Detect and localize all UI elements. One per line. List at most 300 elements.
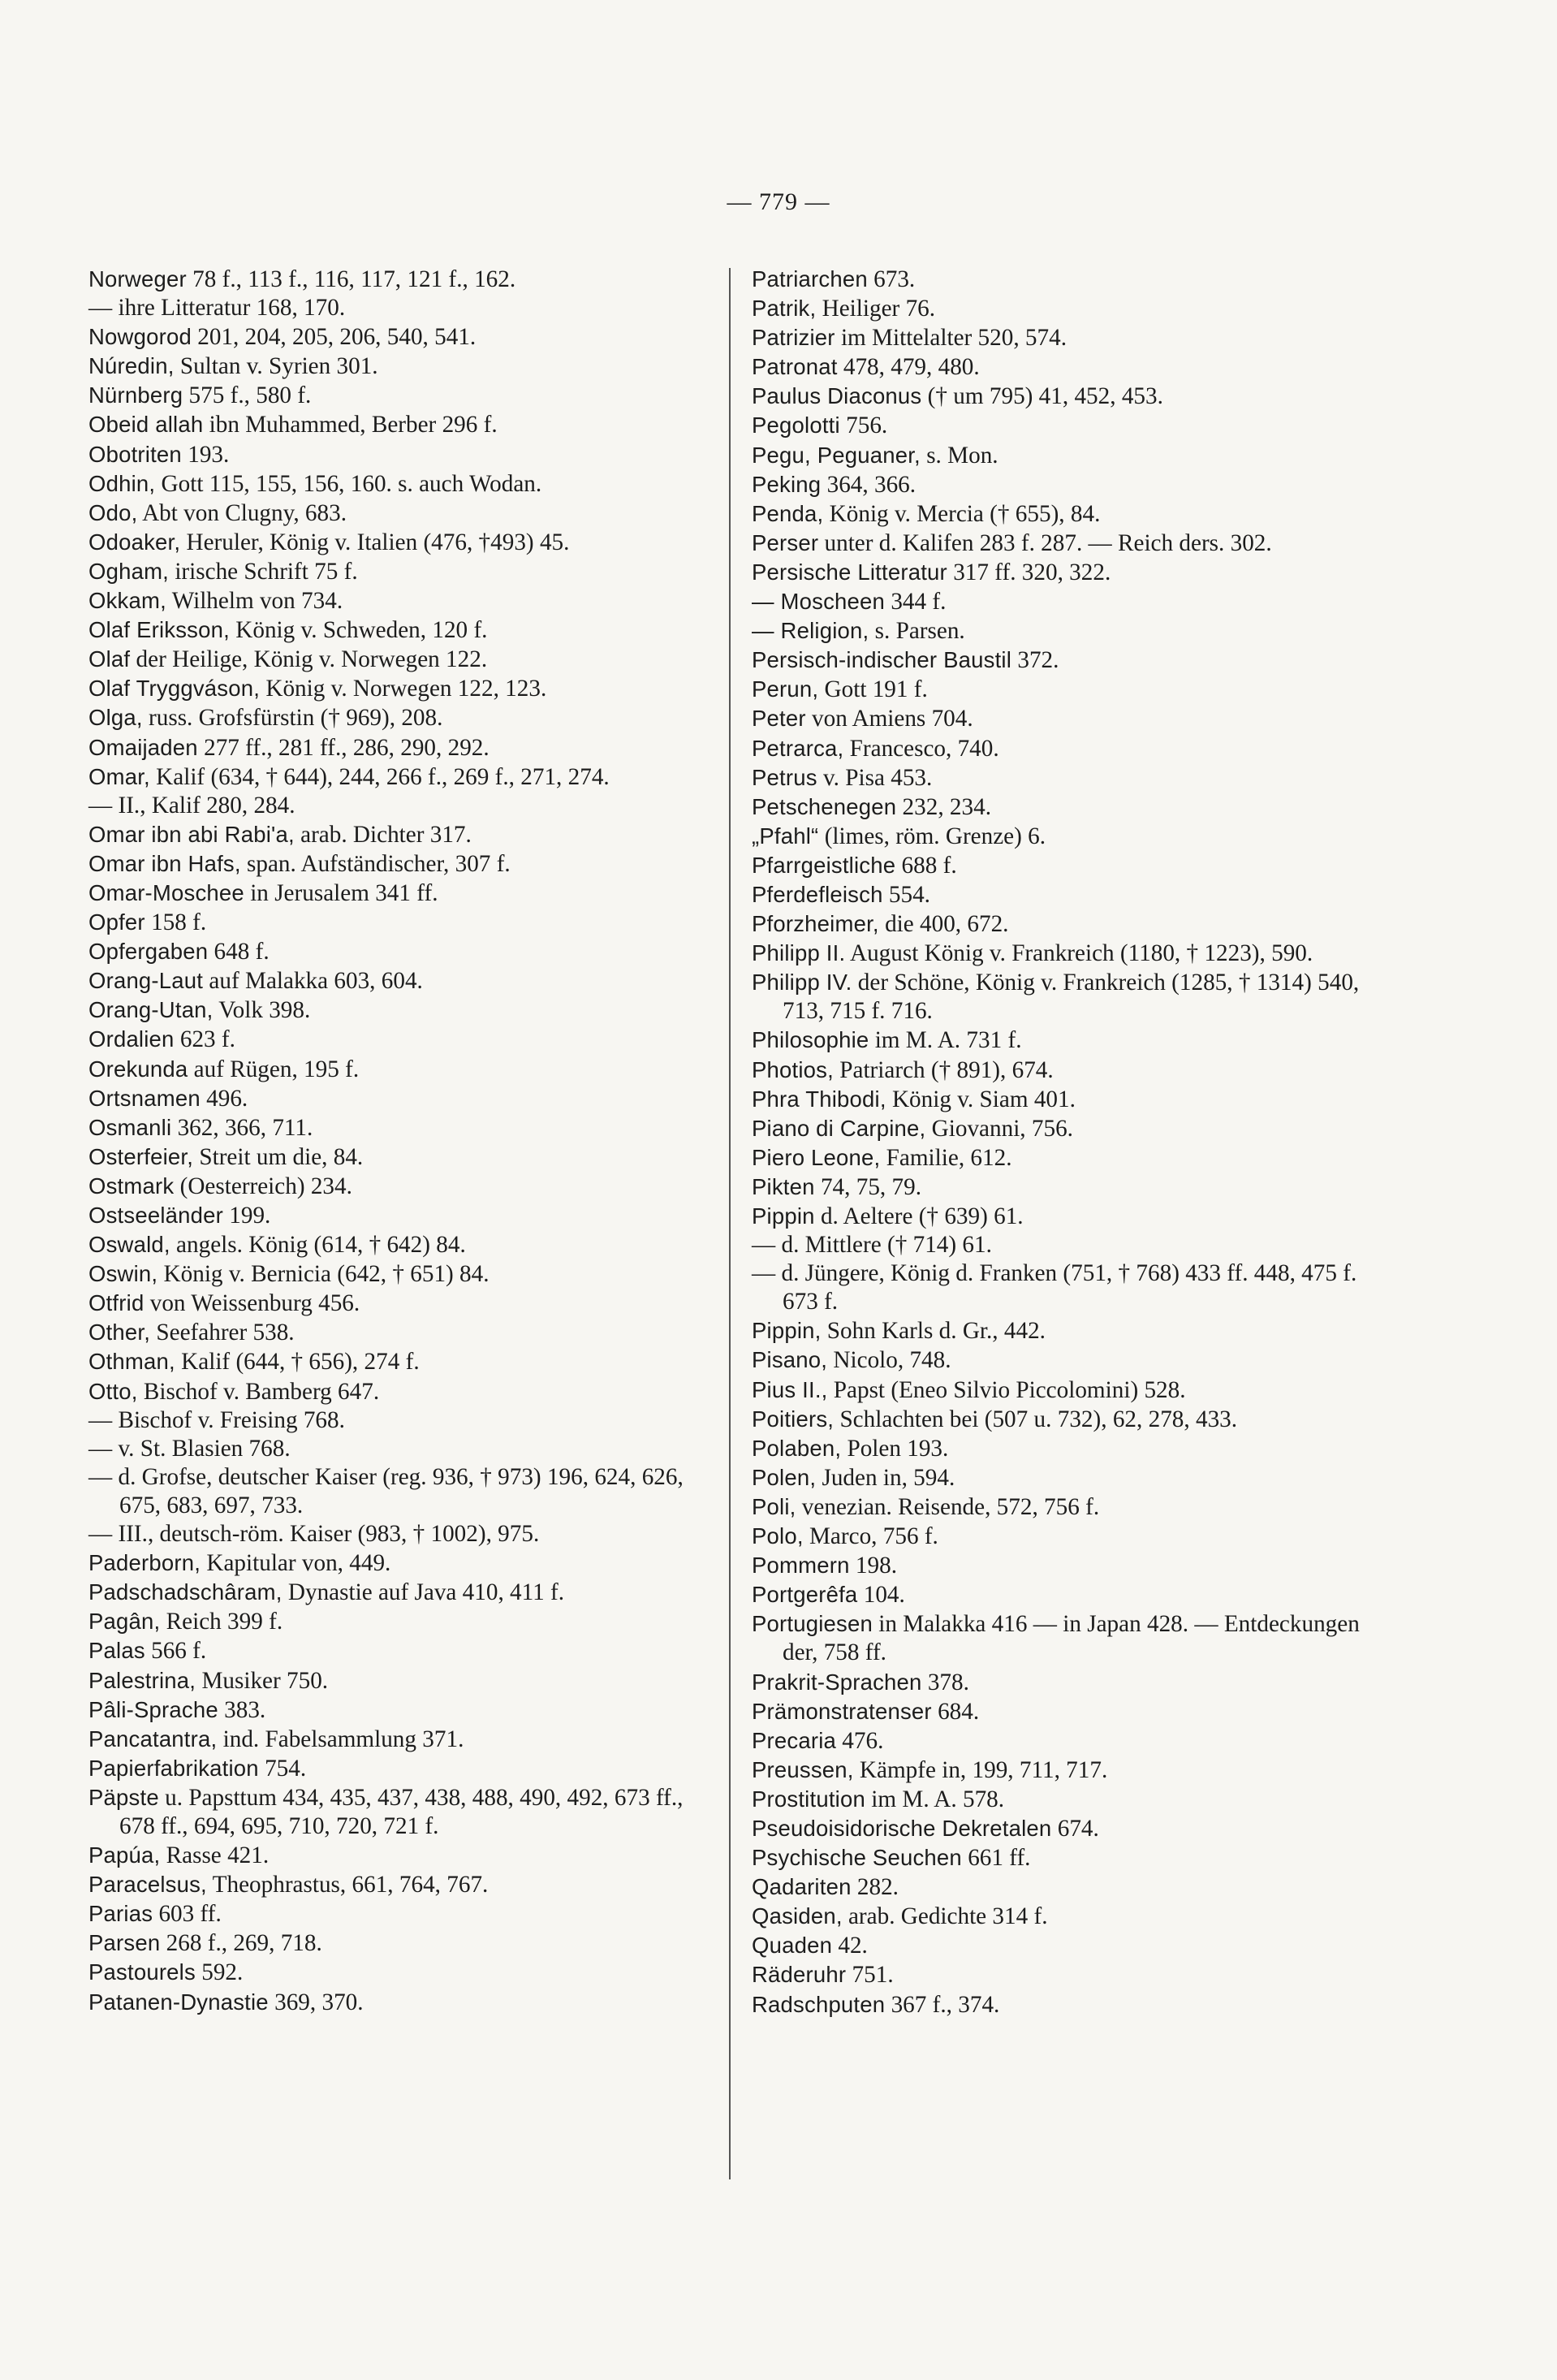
entry-headword: Ostseeländer: [88, 1203, 223, 1228]
entry-headword: Parias: [88, 1901, 153, 1927]
entry-references: s. Parsen.: [869, 618, 965, 645]
entry-references: arab. Dichter 317.: [294, 821, 472, 848]
entry-headword: Paderborn,: [88, 1550, 201, 1576]
index-entry: [88, 908, 709, 937]
index-entry: [88, 1636, 709, 1665]
index-entry: [752, 587, 1372, 616]
entry-references: v. Pisa 453.: [817, 764, 933, 791]
entry-references: 756.: [839, 413, 888, 439]
index-entry: [88, 703, 709, 732]
index-entry: [752, 1173, 1372, 1202]
entry-references: in Jerusalem 341 ff.: [244, 879, 438, 906]
entry-headword: Paulus Diaconus: [752, 383, 922, 409]
entry-headword: Pegu, Peguaner,: [752, 442, 921, 468]
entry-headword: Paracelsus,: [88, 1872, 207, 1898]
entry-headword: Odoaker,: [88, 529, 181, 555]
entry-headword: Polaben,: [752, 1435, 842, 1461]
entry-references: arab. Gedichte 314 f.: [842, 1903, 1048, 1930]
entry-references: Rasse 421.: [160, 1842, 270, 1869]
entry-references: 554.: [882, 881, 930, 908]
entry-headword: Pforzheimer,: [752, 911, 879, 937]
entry-references: Giovanni, 756.: [925, 1115, 1073, 1142]
index-entry: [88, 1988, 709, 2017]
index-entry: [88, 440, 709, 469]
index-entry: [88, 1318, 709, 1347]
entry-headword: Pegolotti: [752, 413, 840, 438]
index-entry: [752, 1522, 1372, 1551]
index-entry: [752, 1143, 1372, 1173]
entry-references: 193.: [181, 441, 230, 468]
index-entry: [752, 441, 1372, 470]
entry-references: von Amiens 704.: [805, 706, 973, 732]
entry-references: unter d. Kalifen 283 f. 287. — Reich ders. 302.: [818, 529, 1272, 556]
index-entry: [752, 909, 1372, 939]
index-entry: [88, 1841, 709, 1870]
entry-references: der Heilige, König v. Norwegen 122.: [130, 646, 488, 673]
entry-headword: Pâli-Sprache: [88, 1696, 218, 1722]
entry-headword: Nürnberg: [88, 382, 183, 408]
entry-references: 566 f.: [144, 1638, 207, 1665]
entry-references: 369, 370.: [268, 1989, 364, 2015]
entry-headword: — Moscheen: [752, 589, 886, 615]
entry-references: 496.: [200, 1085, 248, 1112]
entry-headword: Other,: [88, 1320, 151, 1345]
entry-headword: Peter: [752, 706, 806, 732]
index-entry: [752, 822, 1372, 851]
entry-headword: Orang-Utan,: [88, 997, 213, 1023]
index-entry: [88, 1347, 709, 1376]
entry-references: Juden in, 594.: [816, 1464, 955, 1491]
entry-headword: Patronat: [752, 354, 838, 380]
entry-headword: Photios,: [752, 1056, 834, 1082]
index-entry: [752, 1316, 1372, 1345]
entry-headword: Philipp IV.: [752, 970, 852, 996]
index-entry: [752, 1551, 1372, 1580]
entry-headword: Pommern: [752, 1553, 850, 1579]
entry-headword: Qadariten: [752, 1874, 852, 1900]
entry-references: Heruler, König v. Italien (476, †493) 45.: [180, 529, 570, 555]
index-entry: [752, 793, 1372, 822]
index-entry: [88, 1666, 709, 1695]
entry-references: auf Malakka 603, 604.: [203, 968, 423, 995]
entry-references: Francesco, 740.: [843, 735, 999, 762]
index-entry: [88, 1201, 709, 1230]
entry-headword: Opfergaben: [88, 939, 209, 965]
entry-references: 623 f.: [174, 1026, 235, 1053]
entry-references: irische Schrift 75 f.: [169, 558, 358, 585]
index-entry: [88, 1113, 709, 1142]
entry-references: 317 ff. 320, 322.: [947, 559, 1111, 585]
entry-headword: Quaden: [752, 1933, 833, 1959]
entry-headword: Ordalien: [88, 1026, 175, 1052]
index-entry: [752, 880, 1372, 909]
entry-headword: Pfarrgeistliche: [752, 852, 896, 878]
index-entry: [752, 1114, 1372, 1143]
column-divider: [729, 268, 731, 2179]
index-entry: [752, 1990, 1372, 2019]
index-entry: [752, 734, 1372, 763]
index-entry: [752, 851, 1372, 880]
entry-headword: Piero Leone,: [752, 1144, 881, 1170]
entry-references: 592.: [195, 1959, 244, 1986]
entry-references: 648 f.: [208, 939, 270, 965]
entry-references: 364, 366.: [821, 471, 917, 498]
index-entry: [88, 1172, 709, 1201]
index-entry: [752, 763, 1372, 793]
entry-headword: Papierfabrikation: [88, 1755, 259, 1781]
entry-references: d. Aeltere († 639) 61.: [814, 1203, 1024, 1229]
entry-references: 674.: [1051, 1815, 1099, 1842]
entry-headword: Pikten: [752, 1173, 815, 1199]
entry-references: Familie, 612.: [880, 1144, 1012, 1171]
entry-references: — ihre Litteratur 168, 170.: [88, 295, 346, 322]
index-entry: [88, 381, 709, 410]
index-entry: [88, 733, 709, 762]
entry-references: — d. Grofse, deutscher Kaiser (reg. 936, † 973) 196, 624, 626, 675, 683, 697, 733.: [88, 1463, 684, 1518]
entry-headword: Peking: [752, 471, 822, 497]
index-entry: [88, 322, 709, 352]
entry-headword: Ogham,: [88, 558, 170, 584]
index-entry: [88, 557, 709, 586]
entry-references: 661 ff.: [961, 1845, 1031, 1872]
entry-references: 198.: [849, 1553, 897, 1579]
index-entry: [88, 1607, 709, 1636]
entry-references: 673.: [867, 266, 916, 292]
entry-references: König v. Siam 401.: [886, 1086, 1076, 1112]
entry-headword: Olaf Eriksson,: [88, 617, 230, 643]
entry-references: König v. Mercia († 655), 84.: [823, 500, 1101, 527]
index-entry: [88, 1754, 709, 1783]
entry-headword: Pius II.,: [752, 1376, 828, 1402]
entry-headword: Päpste: [88, 1784, 159, 1810]
entry-headword: Otto,: [88, 1378, 138, 1404]
entry-references: in Malakka 416 — in Japan 428. — Entdeckungen der, 758 ff.: [783, 1611, 1360, 1666]
index-entry: [88, 265, 709, 294]
entry-headword: Prostitution: [752, 1786, 865, 1812]
index-entry: [752, 616, 1372, 646]
index-entry: [752, 1434, 1372, 1463]
index-entry: [88, 937, 709, 966]
entry-headword: Perser: [752, 529, 819, 555]
index-entry: [752, 470, 1372, 499]
entry-references: 751.: [846, 1962, 894, 1989]
entry-headword: Omaijaden: [88, 734, 198, 760]
entry-references: angels. König (614, † 642) 84.: [170, 1232, 466, 1259]
entry-references: Marco, 756 f.: [803, 1523, 938, 1550]
entry-headword: Patanen-Dynastie: [88, 1989, 269, 2015]
entry-references: — II., Kalif 280, 284.: [88, 792, 295, 819]
entry-references: 383.: [218, 1696, 266, 1723]
index-entry: [88, 352, 709, 381]
entry-headword: Patriarchen: [752, 266, 868, 292]
entry-references: 362, 366, 711.: [171, 1114, 313, 1141]
index-entry: [752, 1463, 1372, 1492]
entry-headword: Oswald,: [88, 1232, 170, 1258]
index-entry: [752, 411, 1372, 440]
index-entry: [752, 646, 1372, 675]
index-entry: [88, 762, 709, 792]
index-entry: [88, 1463, 709, 1520]
index-entry: [88, 849, 709, 879]
entry-references: Sohn Karls d. Gr., 442.: [821, 1318, 1046, 1345]
entry-headword: Odhin,: [88, 470, 156, 496]
entry-references: 478, 479, 480.: [837, 354, 980, 381]
index-entry: [88, 1406, 709, 1435]
index-entry: [88, 820, 709, 849]
index-entry: [752, 1843, 1372, 1872]
entry-references: im Mittelalter 520, 574.: [835, 325, 1067, 352]
entry-headword: Nowgorod: [88, 324, 192, 350]
entry-headword: Patrik,: [752, 296, 817, 322]
entry-references: 367 f., 374.: [885, 1991, 1000, 2018]
index-entry: [752, 1814, 1372, 1843]
index-entry: [88, 1695, 709, 1725]
entry-references: 378.: [921, 1669, 969, 1695]
index-entry: [88, 469, 709, 499]
entry-headword: Precaria: [752, 1727, 836, 1753]
entry-references: 104.: [857, 1582, 905, 1609]
index-entry: [752, 499, 1372, 529]
entry-references: Bischof v. Bamberg 647.: [137, 1378, 380, 1405]
entry-references: 684.: [931, 1698, 980, 1725]
entry-references: Papst (Eneo Silvio Piccolomini) 528.: [827, 1376, 1186, 1403]
entry-headword: Pagân,: [88, 1609, 161, 1635]
index-entry: [88, 1578, 709, 1607]
index-entry: [752, 1259, 1372, 1316]
index-entry: [88, 1055, 709, 1084]
entry-references: ind. Fabelsammlung 371.: [217, 1726, 464, 1752]
entry-references: Dynastie auf Java 410, 411 f.: [282, 1579, 565, 1606]
index-entry: [752, 1376, 1372, 1405]
index-entry: [88, 1958, 709, 1987]
entry-references: Gott 115, 155, 156, 160. s. auch Wodan.: [155, 470, 542, 497]
entry-references: venezian. Reisende, 572, 756 f.: [796, 1493, 1100, 1520]
entry-references: Schlachten bei (507 u. 732), 62, 278, 433.: [834, 1406, 1238, 1432]
index-entry: [752, 1085, 1372, 1114]
index-entry: [88, 294, 709, 322]
entry-headword: Papúa,: [88, 1842, 161, 1868]
index-entry: [88, 996, 709, 1025]
index-entry: [88, 1084, 709, 1113]
entry-references: 74, 75, 79.: [814, 1173, 921, 1200]
entry-headword: Petrus: [752, 764, 817, 790]
entry-references: 277 ff., 281 ff., 286, 290, 292.: [197, 734, 490, 761]
index-entry: [752, 939, 1372, 968]
entry-references: 344 f.: [885, 589, 947, 616]
entry-references: 78 f., 113 f., 116, 117, 121 f., 162.: [186, 266, 516, 292]
index-column-right: [752, 265, 1372, 2019]
entry-headword: Phra Thibodi,: [752, 1086, 886, 1112]
entry-references: — d. Mittlere († 714) 61.: [752, 1232, 992, 1259]
page-number: — 779 —: [727, 188, 830, 215]
entry-headword: Omar ibn Hafs,: [88, 850, 241, 876]
index-entry: [88, 674, 709, 703]
index-entry: [752, 1668, 1372, 1697]
entry-references: Musiker 750.: [196, 1667, 329, 1694]
entry-headword: Ostmark: [88, 1173, 175, 1199]
index-entry: [752, 265, 1372, 294]
entry-references: 199.: [222, 1203, 271, 1229]
entry-references: Kämpfe in, 199, 711, 717.: [853, 1756, 1108, 1783]
entry-headword: Okkam,: [88, 588, 166, 614]
index-entry: [752, 1931, 1372, 1960]
entry-headword: Ortsnamen: [88, 1085, 201, 1111]
entry-headword: Räderuhr: [752, 1962, 847, 1988]
index-entry: [752, 1202, 1372, 1231]
index-entry: [752, 1756, 1372, 1785]
entry-headword: Osmanli: [88, 1114, 172, 1140]
index-entry: [88, 1870, 709, 1899]
entry-headword: Omar ibn abi Rabi'a,: [88, 821, 295, 847]
entry-headword: Osterfeier,: [88, 1143, 194, 1169]
index-entry: [88, 1377, 709, 1406]
index-entry: [88, 966, 709, 996]
entry-references: 201, 204, 205, 206, 540, 541.: [191, 324, 477, 351]
entry-headword: Oswin,: [88, 1261, 158, 1287]
entry-references: 268 f., 269, 718.: [160, 1930, 322, 1957]
entry-references: Heiliger 76.: [816, 296, 936, 322]
index-entry: [752, 558, 1372, 587]
index-entry: [752, 1872, 1372, 1902]
entry-references: — v. St. Blasien 768.: [88, 1435, 291, 1462]
entry-references: 575 f., 580 f.: [183, 382, 312, 409]
index-entry: [88, 1725, 709, 1754]
index-entry: [88, 1259, 709, 1289]
entry-references: Theophrastus, 661, 764, 767.: [206, 1872, 489, 1898]
index-entry: [752, 1902, 1372, 1931]
index-entry: [752, 1492, 1372, 1522]
index-entry: [88, 586, 709, 616]
index-entry: [752, 1056, 1372, 1085]
index-entry: [752, 352, 1372, 382]
entry-headword: Poli,: [752, 1493, 796, 1519]
entry-references: Abt von Clugny, 683.: [137, 499, 347, 526]
index-entry: [752, 382, 1372, 411]
entry-headword: — Religion,: [752, 618, 869, 644]
entry-references: Polen 193.: [841, 1435, 949, 1462]
entry-headword: Odo,: [88, 499, 138, 525]
index-entry: [88, 1230, 709, 1259]
entry-references: im M. A. 731 f.: [869, 1027, 1022, 1054]
entry-headword: Penda,: [752, 500, 824, 526]
entry-references: Seefahrer 538.: [150, 1320, 295, 1346]
entry-headword: Persisch-indischer Baustil: [752, 647, 1012, 673]
index-entry: [752, 1231, 1372, 1259]
entry-headword: Prämonstratenser: [752, 1698, 932, 1724]
entry-headword: Petschenegen: [752, 793, 897, 819]
entry-headword: Núredin,: [88, 353, 175, 379]
entry-headword: Orekunda: [88, 1056, 188, 1082]
entry-headword: Piano di Carpine,: [752, 1115, 926, 1141]
index-entry: [88, 1435, 709, 1463]
entry-headword: Polen,: [752, 1464, 817, 1490]
entry-headword: Obotriten: [88, 441, 182, 467]
entry-headword: Patrizier: [752, 325, 835, 351]
entry-references: russ. Grofsfürstin († 969), 208.: [142, 705, 443, 732]
entry-headword: Perun,: [752, 676, 819, 702]
entry-headword: Polo,: [752, 1523, 804, 1549]
entry-references: Sultan v. Syrien 301.: [174, 353, 378, 380]
entry-references: 372.: [1011, 647, 1059, 674]
index-entry: [752, 1726, 1372, 1756]
entry-headword: Obeid allah: [88, 412, 204, 438]
index-entry: [88, 1289, 709, 1318]
entry-references: Wilhelm von 734.: [166, 588, 343, 615]
entry-references: auf Rügen, 195 f.: [188, 1056, 360, 1082]
entry-headword: Preussen,: [752, 1756, 854, 1782]
entry-references: 42.: [832, 1933, 868, 1959]
index-entry: [88, 1142, 709, 1172]
entry-headword: Olaf Tryggváson,: [88, 676, 261, 702]
entry-headword: Pferdefleisch: [752, 881, 883, 907]
index-entry: [752, 1345, 1372, 1375]
index-entry: [752, 294, 1372, 323]
index-entry: [88, 1549, 709, 1578]
entry-references: Gott 191 f.: [818, 676, 928, 703]
index-entry: [752, 675, 1372, 704]
entry-references: 688 f.: [895, 852, 957, 879]
entry-headword: Pippin,: [752, 1318, 822, 1344]
index-entry: [88, 1025, 709, 1054]
entry-headword: Psychische Seuchen: [752, 1845, 962, 1871]
entry-references: August König v. Frankreich (1180, † 1223), 590.: [845, 940, 1313, 967]
index-entry: [88, 1899, 709, 1929]
index-entry: [752, 1026, 1372, 1055]
index-entry: [88, 879, 709, 908]
entry-headword: Pastourels: [88, 1959, 196, 1985]
entry-headword: Radschputen: [752, 1991, 886, 2017]
index-entry: [752, 968, 1372, 1026]
entry-references: — III., deutsch-röm. Kaiser (983, † 1002), 975.: [88, 1521, 540, 1548]
index-entry: [752, 1405, 1372, 1434]
entry-headword: „Pfahl“: [752, 823, 819, 849]
entry-references: König v. Norwegen 122, 123.: [260, 676, 547, 702]
index-entry: [88, 528, 709, 557]
index-entry: [88, 1520, 709, 1549]
index-entry: [88, 410, 709, 439]
entry-headword: Padschadschâram,: [88, 1579, 283, 1605]
entry-references: König v. Schweden, 120 f.: [229, 617, 488, 644]
entry-headword: Prakrit-Sprachen: [752, 1669, 922, 1695]
entry-references: Nicolo, 748.: [827, 1347, 951, 1374]
entry-headword: Poitiers,: [752, 1406, 835, 1432]
entry-references: († um 795) 41, 452, 453.: [921, 383, 1163, 410]
entry-references: Volk 398.: [213, 997, 311, 1024]
entry-headword: Opfer: [88, 909, 145, 935]
entry-headword: Pisano,: [752, 1347, 828, 1373]
entry-headword: Olaf: [88, 646, 131, 672]
entry-references: im M. A. 578.: [865, 1786, 1005, 1812]
entry-headword: Palas: [88, 1638, 145, 1664]
entry-headword: Petrarca,: [752, 735, 844, 761]
entry-headword: Olga,: [88, 705, 143, 731]
entry-headword: Omar-Moschee: [88, 879, 244, 905]
index-entry: [752, 1960, 1372, 1989]
entry-headword: Pippin: [752, 1203, 815, 1229]
entry-headword: Qasiden,: [752, 1903, 843, 1929]
entry-references: 476.: [836, 1727, 884, 1754]
index-entry: [88, 1783, 709, 1841]
index-entry: [752, 1785, 1372, 1814]
entry-references: Streit um die, 84.: [193, 1143, 364, 1170]
index-entry: [88, 499, 709, 528]
entry-headword: Orang-Laut: [88, 968, 204, 994]
index-entry: [752, 529, 1372, 558]
entry-references: 232, 234.: [896, 793, 991, 820]
index-entry: [752, 704, 1372, 733]
index-entry: [752, 1697, 1372, 1726]
entry-references: 158 f.: [144, 909, 207, 936]
